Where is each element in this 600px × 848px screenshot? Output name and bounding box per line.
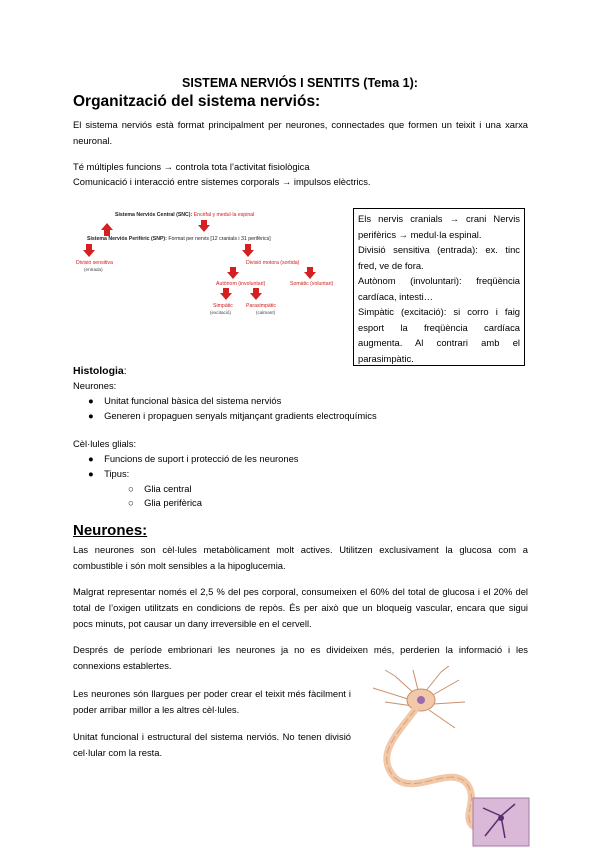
diagram-snp: Sistema Nerviós Perifèric (SNP): Format per nervis [12 cranials i 31 perifèrics]: [87, 236, 271, 242]
communication-line: Comunicació i interacció entre sistemes corporals → impulsos elèctrics.: [73, 176, 371, 187]
glia-label: Cèl·lules glials:: [73, 438, 137, 449]
notes-sensitive: Divisió sensitiva (entrada): ex. tinc fred, ve de fora.: [358, 244, 520, 271]
arrow-down-somatic: [304, 267, 316, 279]
histology-heading: Histologia:: [73, 365, 127, 377]
arrow-down-sensitive: [83, 244, 95, 257]
neurones-paragraph-3: Després de període embrionari les neurones ja no es divideixen més, perderien la informació i les connexions establertes.: [73, 644, 528, 671]
nucleus: [417, 696, 425, 704]
neurons-bullet-1: ● Unitat funcional bàsica del sistema nerviós: [88, 395, 282, 406]
section-heading-organization: Organització del sistema nerviós:: [73, 93, 321, 110]
diagram-sensitive-sub: (entrada): [84, 267, 103, 272]
glia-bullet-1: ● Funcions de suport i protecció de les neurones: [88, 453, 299, 464]
notes-autonomic: Autònom (involuntari): freqüència cardíaca, intesti…: [358, 275, 520, 302]
notes-nerves: Els nervis cranials → crani Nervis perifèrics → medul·la espinal.: [358, 213, 520, 240]
notes-box: [353, 208, 525, 366]
glia-type-2: ○ Glia perifèrica: [128, 497, 202, 508]
arrow-down-parasympathetic: [250, 288, 262, 300]
arrow-down-sympathetic: [220, 288, 232, 300]
neuron-illustration: [355, 666, 530, 848]
diagram-snc: Sistema Nerviós Central (SNC): Encèfal y medul·la espinal: [115, 212, 255, 218]
diagram-sensitive: Divisió sensitiva: [76, 260, 113, 266]
glia-type-1: ○ Glia central: [128, 483, 192, 494]
diagram-autonomic: Autònom (involuntari): [216, 281, 266, 287]
diagram-somatic: Somàtic (voluntari): [290, 281, 334, 287]
diagram-motor: Divisió motora (sortida): [246, 260, 300, 266]
neurones-paragraph-2: Malgrat representar només el 2,5 % del pes corporal, consumeixen el 60% del total de glucosa i el 20% del total de l’oxigen utilitzats en condicions de repòs. És per això que un bloqueig vascular, encara que sigui pocs minuts, pot causar un dany irreversible en el cervell.: [73, 586, 528, 629]
diagram-parasympathetic-sub: (calmant): [256, 310, 276, 315]
neurons-label: Neurones:: [73, 380, 117, 391]
neurones-heading: Neurones:: [73, 522, 148, 539]
diagram-sympathetic: Simpàtic: [213, 303, 233, 309]
diagram-arrows: [70, 208, 350, 323]
diagram-parasympathetic: Parasimpàtic: [246, 303, 276, 309]
neurones-paragraph-5: Unitat funcional i estructural del sistema nerviós. No tenen divisió cel·lular com la resta.: [73, 731, 351, 758]
micrograph: [473, 798, 529, 846]
diagram-sympathetic-sub: (excitació): [210, 310, 231, 315]
neurones-paragraph-4: Les neurones són llargues per poder crear el teixit més fàcilment i poder arribar millor a les altres cèl·lules.: [73, 688, 351, 715]
functions-line: Té múltiples funcions → controla tota l’activitat fisiològica: [73, 161, 310, 172]
neurones-paragraph-1: Las neurones son cèl·lules metabòlicament molt actives. Utilitzen exclusivament la glucosa com a combustible i són molt sensibles a la hipoglucemia.: [73, 544, 528, 571]
arrow-down-snp: [198, 220, 210, 232]
arrow-up-snc: [101, 223, 113, 236]
glia-bullet-2: ● Tipus:: [88, 468, 130, 479]
neurons-bullet-2: ● Generen i propaguen senyals mitjançant gradients electroquímics: [88, 410, 377, 421]
arrow-down-autonomic: [227, 267, 239, 279]
intro-paragraph: El sistema nerviós està format principalment per neurones, connectades que formen un teixit i una xarxa neuronal.: [73, 119, 528, 146]
notes-sympathetic: Simpàtic (excitació): si corro i faig esport la freqüència cardíaca augmenta. Al contrari amb el parasimpàtic.: [358, 306, 520, 364]
arrow-down-motor: [242, 244, 254, 257]
nervous-system-diagram: [70, 208, 350, 323]
document-title: SISTEMA NERVIÓS I SENTITS (Tema 1):: [182, 76, 418, 90]
